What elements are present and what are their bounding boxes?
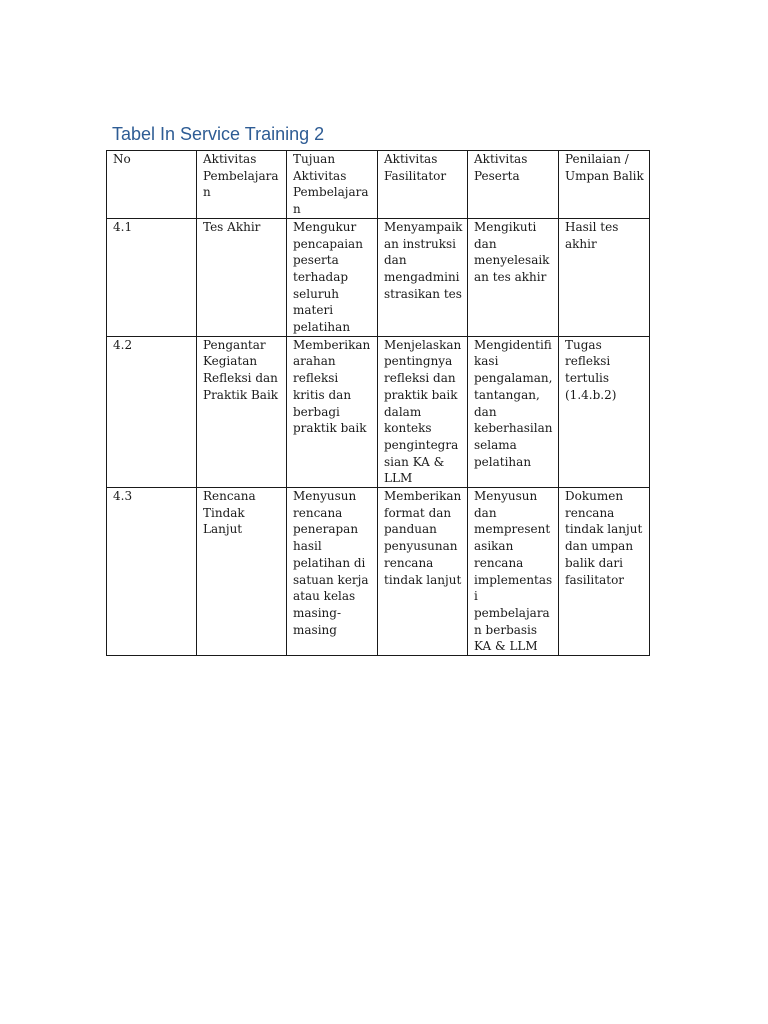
header-text: No xyxy=(113,152,131,166)
cell-text: Memberikan arahan refleksi kritis dan berbagi praktik baik xyxy=(293,337,371,436)
table-row xyxy=(107,336,650,487)
cell-text: 4.1 xyxy=(113,219,133,234)
cell-text: Dokumen rencana tindak lanjut dan umpan balik dari fasilitator xyxy=(565,489,643,587)
cell-text: Mengukur pencapaian peserta terhadap seluruh materi pelatihan xyxy=(293,219,363,335)
table-cell xyxy=(287,218,378,336)
cell-text: Mengidentifi kasi pengalaman, tantangan, dan keberhasilan selama pelatihan xyxy=(474,337,553,469)
header-cell-aktivitas-peserta xyxy=(468,151,559,219)
table-cell xyxy=(287,488,378,656)
cell-text: Pengantar Kegiatan Refleksi dan Praktik Baik xyxy=(203,337,279,402)
cell-text: Menjelaskan pentingnya refleksi dan praktik baik dalam konteks pengintegra sian KA & LLM xyxy=(384,337,462,486)
cell-text: Menyusun rencana penerapan hasil pelatihan di satuan kerja atau kelas masing- masing xyxy=(293,489,369,637)
cell-text: 4.3 xyxy=(113,489,133,504)
table-row xyxy=(107,488,650,656)
cell-text: Rencana Tindak Lanjut xyxy=(203,489,256,537)
header-cell-aktivitas-pembelajaran xyxy=(197,151,287,219)
table-header-row xyxy=(107,151,650,219)
table-cell xyxy=(559,488,650,656)
header-text: Penilaian / Umpan Balik xyxy=(565,152,644,183)
table-cell xyxy=(559,336,650,487)
table-cell xyxy=(107,336,197,487)
table-cell xyxy=(287,336,378,487)
cell-text: Memberikan format dan panduan penyusunan rencana tindak lanjut xyxy=(384,489,462,587)
cell-text: Tes Akhir xyxy=(203,219,261,234)
table-cell xyxy=(197,336,287,487)
table-row xyxy=(107,218,650,336)
cell-text: 4.2 xyxy=(113,337,133,352)
header-cell-tujuan xyxy=(287,151,378,219)
table-cell xyxy=(468,336,559,487)
cell-text: Mengikuti dan menyelesaik an tes akhir xyxy=(474,219,550,284)
header-cell-penilaian xyxy=(559,151,650,219)
training-table xyxy=(106,150,650,656)
header-cell-no xyxy=(107,151,197,219)
table-cell xyxy=(378,336,468,487)
table-cell xyxy=(197,488,287,656)
cell-text: Tugas refleksi tertulis (1.4.b.2) xyxy=(565,337,617,402)
cell-text: Menyusun dan mempresent asikan rencana implementas i pembelajara n berbasis KA & LLM xyxy=(474,489,553,654)
table-cell xyxy=(468,488,559,656)
table-cell xyxy=(378,218,468,336)
table-cell xyxy=(559,218,650,336)
header-text: Aktivitas Pembelajara n xyxy=(203,152,279,200)
header-text: Aktivitas Peserta xyxy=(474,152,528,183)
header-text: Aktivitas Fasilitator xyxy=(384,152,447,183)
table-cell xyxy=(197,218,287,336)
table-cell xyxy=(107,218,197,336)
header-cell-aktivitas-fasilitator xyxy=(378,151,468,219)
table-title: Tabel In Service Training 2 xyxy=(112,124,325,144)
cell-text: Hasil tes akhir xyxy=(565,219,619,251)
header-text: Tujuan Aktivitas Pembelajara n xyxy=(293,152,369,217)
table-cell xyxy=(468,218,559,336)
table-cell xyxy=(378,488,468,656)
cell-text: Menyampaik an instruksi dan mengadmini strasikan tes xyxy=(384,219,463,301)
table-cell xyxy=(107,488,197,656)
